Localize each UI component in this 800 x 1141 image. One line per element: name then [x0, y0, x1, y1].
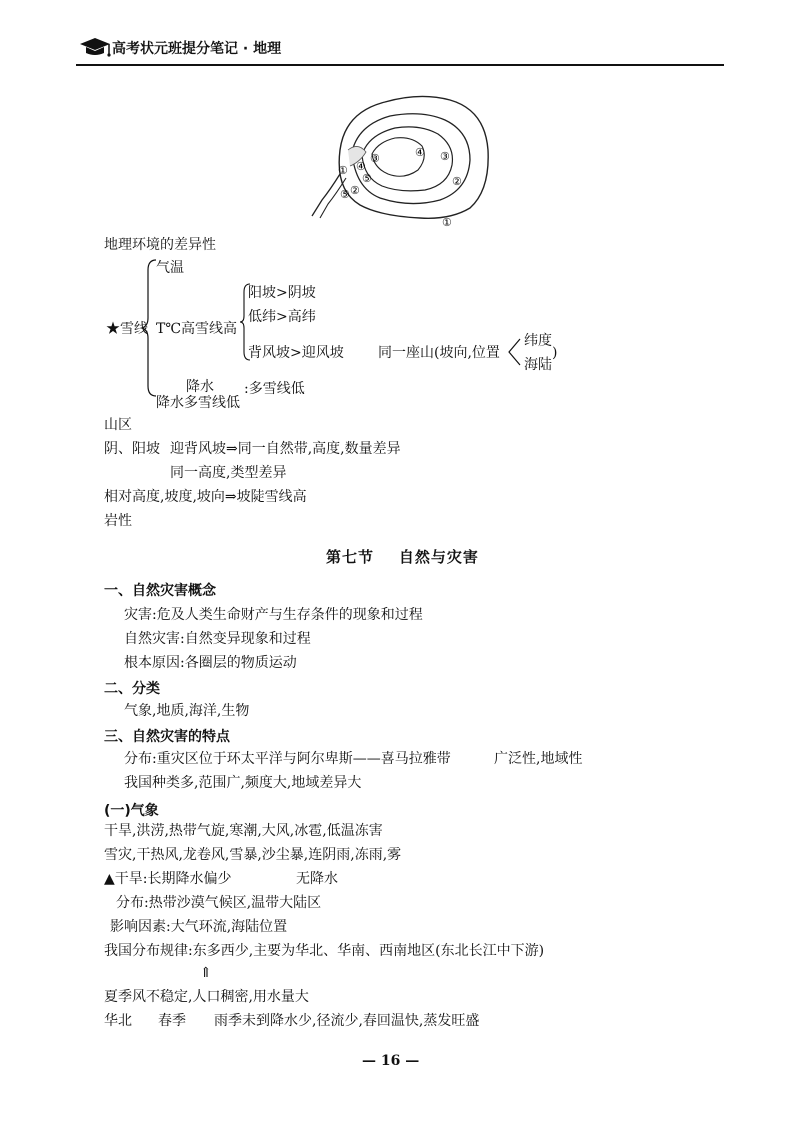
concept-line: 灾害:危及人类生命财产与生存条件的现象和过程 — [124, 607, 423, 623]
features-line: 分布:重灾区位于环太平洋与阿尔卑斯——喜马拉雅带 — [124, 751, 451, 767]
snowline-temp: 气温 — [156, 260, 184, 276]
mountain-windward: 迎背风坡⇒同一自然带,高度,数量差异 — [170, 441, 401, 457]
features-line: 我国种类多,范围广,频度大,地域差异大 — [124, 775, 362, 791]
features-line: 广泛性,地域性 — [494, 751, 583, 767]
contour-label: ③ — [370, 152, 380, 165]
contour-label: ④ — [415, 146, 425, 159]
weather-line: 无降水 — [296, 871, 338, 887]
mountain-same-height: 同一高度,类型差异 — [170, 465, 287, 481]
weather-line: 雪灾,干热风,龙卷风,雪暴,沙尘暴,连阴雨,冻雨,雾 — [104, 847, 402, 863]
snowline-precip-more: 降水多雪线低 — [156, 395, 240, 411]
weather-line: 我国分布规律:东多西少,主要为华北、华南、西南地区(东北长江中下游) — [104, 943, 545, 959]
weather-line: 干旱,洪涝,热带气旋,寒潮,大风,冰雹,低温冻害 — [104, 823, 383, 839]
snowline-star-label: ★雪线 — [106, 321, 148, 337]
features-heading: 三、自然灾害的特点 — [104, 729, 230, 745]
graduation-cap-icon — [78, 36, 112, 58]
weather-arrow: ⇑ — [200, 965, 212, 981]
weather-line: ▲干旱:长期降水偏少 — [104, 871, 232, 887]
snowline-sunny: 阳坡>阴坡 — [248, 285, 316, 301]
snowline-heading: 地理环境的差异性 — [104, 237, 216, 253]
concept-heading: 一、自然灾害概念 — [104, 583, 216, 599]
less-than-bracket — [506, 336, 522, 368]
weather-line: 春季 — [158, 1013, 186, 1029]
weather-line: 分布:热带沙漠气候区,温带大陆区 — [116, 895, 322, 911]
snowline-leeward: 背风坡>迎风坡 — [248, 345, 344, 361]
concept-line: 根本原因:各圈层的物质运动 — [124, 655, 297, 671]
weather-line: 影响因素:大气环流,海陆位置 — [110, 919, 288, 935]
snowline-same-mountain: 同一座山(坡向,位置 — [378, 345, 500, 361]
contour-label: ⑤ — [340, 188, 350, 201]
classify-line: 气象,地质,海洋,生物 — [124, 703, 250, 719]
snowline-lat: 纬度 — [524, 333, 552, 349]
weather-line: 夏季风不稳定,人口稠密,用水量大 — [104, 989, 309, 1005]
contour-label: ① — [338, 164, 348, 177]
contour-label: ③ — [440, 150, 450, 163]
contour-label: ① — [442, 216, 452, 229]
snowline-sealand: 海陆 — [524, 357, 552, 373]
contour-label: ④ — [356, 160, 366, 173]
snowline-more-snow: :多雪线低 — [244, 381, 305, 397]
concept-line: 自然灾害:自然变异现象和过程 — [124, 631, 311, 647]
snowline-close-paren: ) — [552, 345, 558, 361]
contour-label: ② — [452, 175, 462, 188]
mountain-shanqu: 山区 — [104, 417, 132, 433]
mountain-yinyang: 阴、阳坡 — [104, 441, 160, 457]
header-title: 高考状元班提分笔记 · 地理 — [112, 41, 282, 57]
weather-heading: (一)气象 — [104, 803, 159, 819]
weather-line: 华北 — [104, 1013, 132, 1029]
page-number: — 16 — — [362, 1053, 420, 1069]
snowline-precip: 降水 — [186, 379, 214, 395]
snowline-t-high: T℃高雪线高 — [156, 321, 237, 337]
weather-line: 雨季未到降水少,径流少,春回温快,蒸发旺盛 — [214, 1013, 480, 1029]
snowline-lowlat: 低纬>高纬 — [248, 309, 316, 325]
contour-label: ⑤ — [362, 172, 372, 185]
contour-label: ② — [350, 184, 360, 197]
header-rule — [76, 64, 724, 66]
section-title: 第七节 自然与灾害 — [326, 548, 479, 566]
contour-map-diagram — [300, 90, 500, 230]
mountain-relative: 相对高度,坡度,坡向⇒坡陡雪线高 — [104, 489, 307, 505]
mountain-rock: 岩性 — [104, 513, 132, 529]
classify-heading: 二、分类 — [104, 681, 160, 697]
